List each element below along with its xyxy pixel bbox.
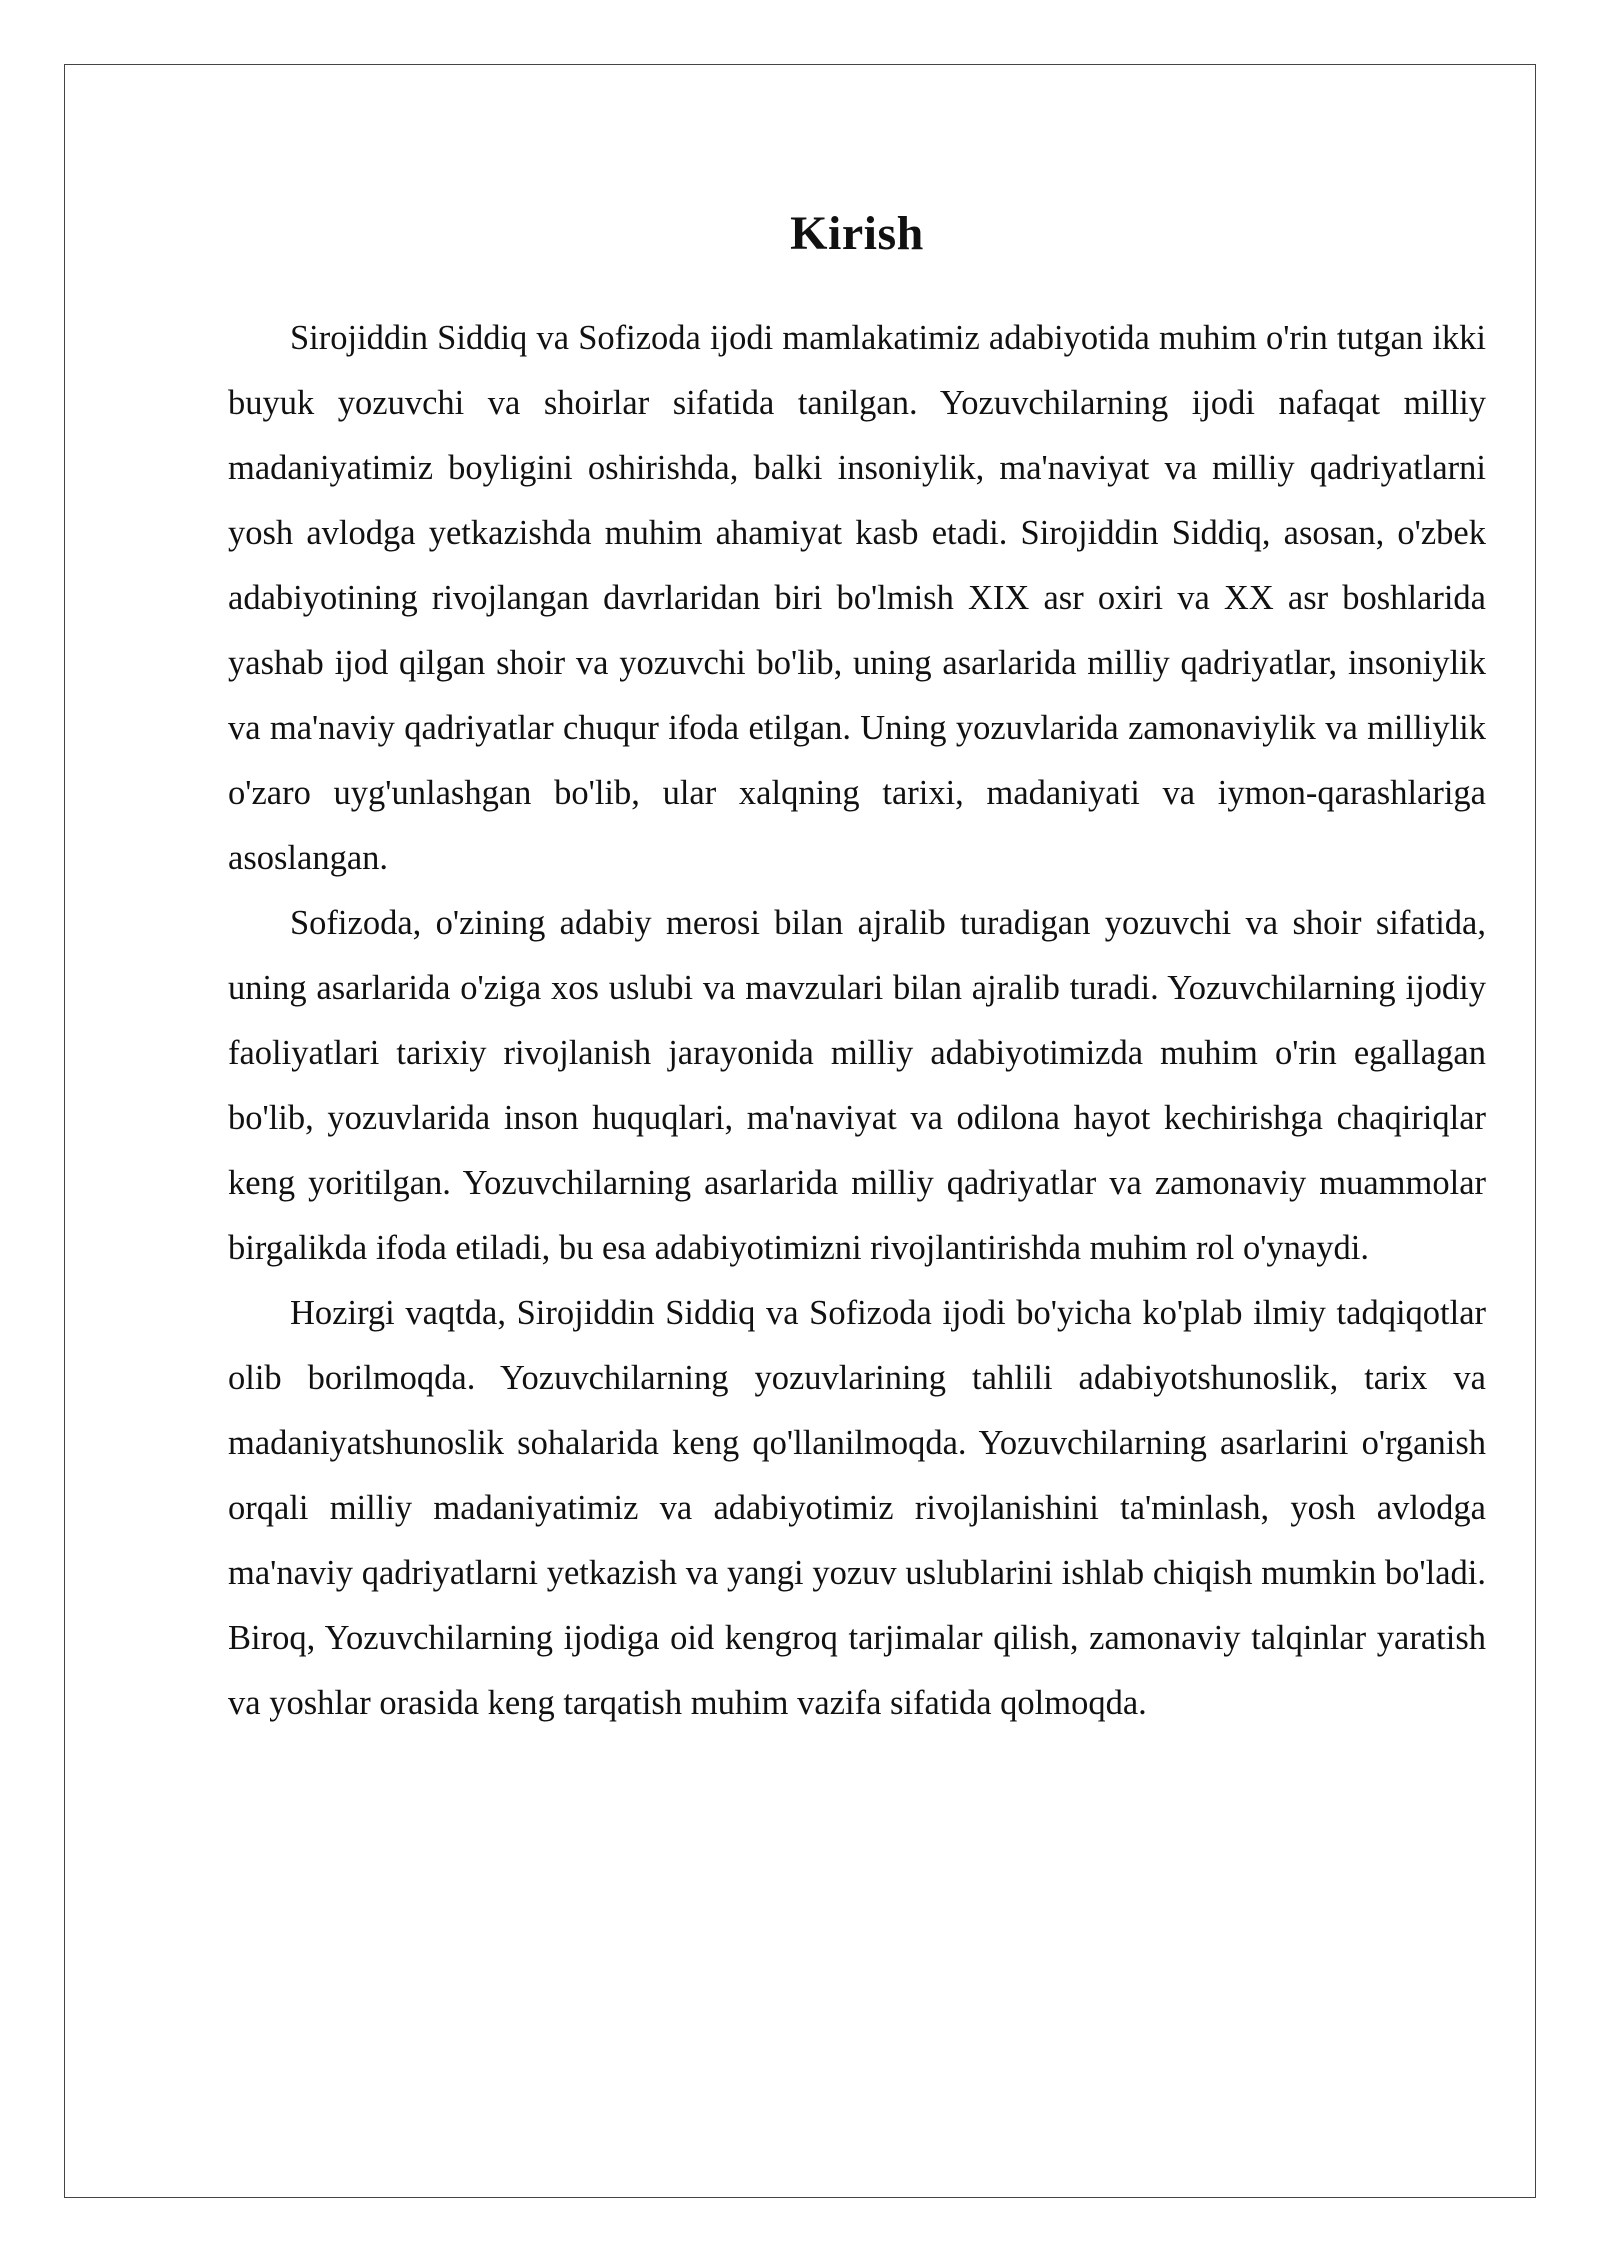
paragraph-2: Sofizoda, o'zining adabiy merosi bilan ajralib turadigan yozuvchi va shoir sifatida, uning asarlarida o'ziga xos uslubi va mavzulari bilan ajralib turadi. Yozuvchilarning ijodiy faoliyatlari tarixiy rivojlanish jarayonida milliy adabiyotimizda muhim o'rin egallagan bo'lib, yozuvlarida inson huquqlari, ma'naviyat va odilona hayot kechirishga chaqiriqlar keng yoritilgan. Yozuvchilarning asarlarida milliy qadriyatlar va zamonaviy muammolar birgalikda ifoda etiladi, bu esa adabiyotimizni rivojlantirishda muhim rol o'ynaydi. [228,904,1486,1267]
document-body [228,196,1486,1736]
page-title: Kirish [790,207,924,260]
paragraph-1: Sirojiddin Siddiq va Sofizoda ijodi mamlakatimiz adabiyotida muhim o'rin tutgan ikki buyuk yozuvchi va shoirlar sifatida tanilgan. Yozuvchilarning ijodi nafaqat milliy madaniyatimiz boyligini oshirishda, balki insoniylik, ma'naviyat va milliy qadriyatlarni yosh avlodga yetkazishda muhim ahamiyat kasb etadi. Sirojiddin Siddiq, asosan, o'zbek adabiyotining rivojlangan davrlaridan biri bo'lmish XIX asr oxiri va XX asr boshlarida yashab ijod qilgan shoir va yozuvchi bo'lib, uning asarlarida milliy qadriyatlar, insoniylik va ma'naviy qadriyatlar chuqur ifoda etilgan. Uning yozuvlarida zamonaviylik va milliylik o'zaro uyg'unlashgan bo'lib, ular xalqning tarixi, madaniyati va iymon-qarashlariga asoslangan. [228,319,1486,877]
paragraph-3: Hozirgi vaqtda, Sirojiddin Siddiq va Sofizoda ijodi bo'yicha ko'plab ilmiy tadqiqotlar olib borilmoqda. Yozuvchilarning yozuvlarining tahlili adabiyotshunoslik, tarix va madaniyatshunoslik sohalarida keng qo'llanilmoqda. Yozuvchilarning asarlarini o'rganish orqali milliy madaniyatimiz va adabiyotimiz rivojlanishini ta'minlash, yosh avlodga ma'naviy qadriyatlarni yetkazish va yangi yozuv uslublarini ishlab chiqish mumkin bo'ladi. Biroq, Yozuvchilarning ijodiga oid kengroq tarjimalar qilish, zamonaviy talqinlar yaratish va yoshlar orasida keng tarqatish muhim vazifa sifatida qolmoqda. [228,1294,1486,1722]
